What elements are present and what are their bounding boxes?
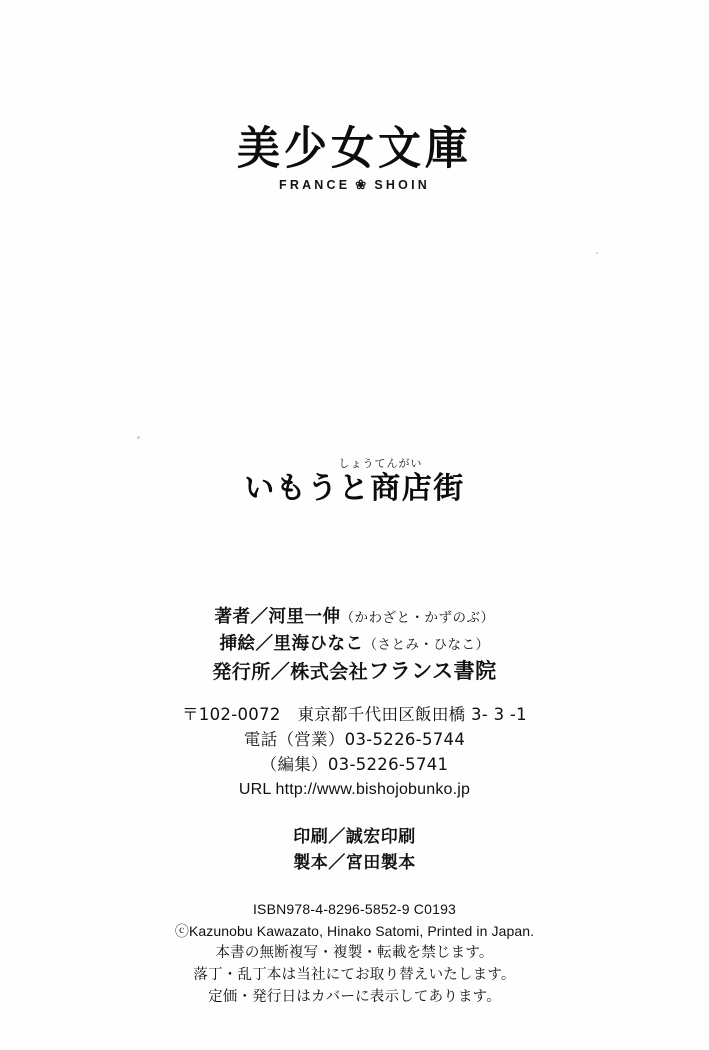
publisher-credit xyxy=(0,658,709,685)
phone-editorial: （編集）03-5226-5741 xyxy=(260,755,449,774)
binding-credit: 製本／宮田製本 xyxy=(293,853,416,873)
publisher-name: フランス書院 xyxy=(368,659,497,683)
production-credits xyxy=(0,824,709,876)
copyright-text: ⓒKazunobu Kawazato, Hinako Satomi, Printed in Japan. xyxy=(174,923,535,939)
imprint-left-text: FRANCE xyxy=(279,178,351,192)
illustrator-credit xyxy=(0,631,709,658)
author-name: 著者／河里一伸 xyxy=(214,607,341,627)
publisher-url[interactable]: URL http://www.bishojobunko.jp xyxy=(238,781,471,798)
colophon-block xyxy=(0,604,709,1008)
title-furigana: しょうてんがい xyxy=(338,457,423,470)
publisher-logo-mark: 美少女文庫 xyxy=(237,122,472,176)
illustrator-reading: （さとみ・ひなこ） xyxy=(363,637,490,653)
phone-sales: 電話（営業）03-5226-5744 xyxy=(243,730,466,749)
publisher-address: 〒102-0072 東京都千代田区飯田橋 3- 3 -1 xyxy=(182,705,527,724)
author-credit xyxy=(0,604,709,631)
printing-credit: 印刷／誠宏印刷 xyxy=(293,827,416,847)
legal-notices xyxy=(0,898,709,1008)
imprint-right-text: SHOIN xyxy=(374,178,430,192)
scan-speck xyxy=(137,436,140,439)
author-reading: （かわざと・かずのぶ） xyxy=(340,610,495,626)
publisher-imprint xyxy=(0,178,709,192)
page-title: いもうと商店街 xyxy=(244,471,465,506)
book-title-block xyxy=(0,455,709,505)
notice-price: 定価・発行日はカバーに表示してあります。 xyxy=(208,989,501,1005)
illustrator-name: 挿絵／里海ひなこ xyxy=(219,634,364,654)
flower-icon: ❀ xyxy=(355,176,370,192)
notice-defect: 落丁・乱丁本は当社にてお取り替えいたします。 xyxy=(193,967,516,983)
publisher-prefix: 発行所／株式会社 xyxy=(212,661,369,683)
publisher-contact xyxy=(0,702,709,802)
scan-speck xyxy=(596,252,598,254)
isbn-text: ISBN978-4-8296-5852-9 C0193 xyxy=(252,901,457,917)
notice-reproduction: 本書の無断複写・複製・転載を禁じます。 xyxy=(215,945,494,961)
publisher-logo xyxy=(0,122,709,192)
